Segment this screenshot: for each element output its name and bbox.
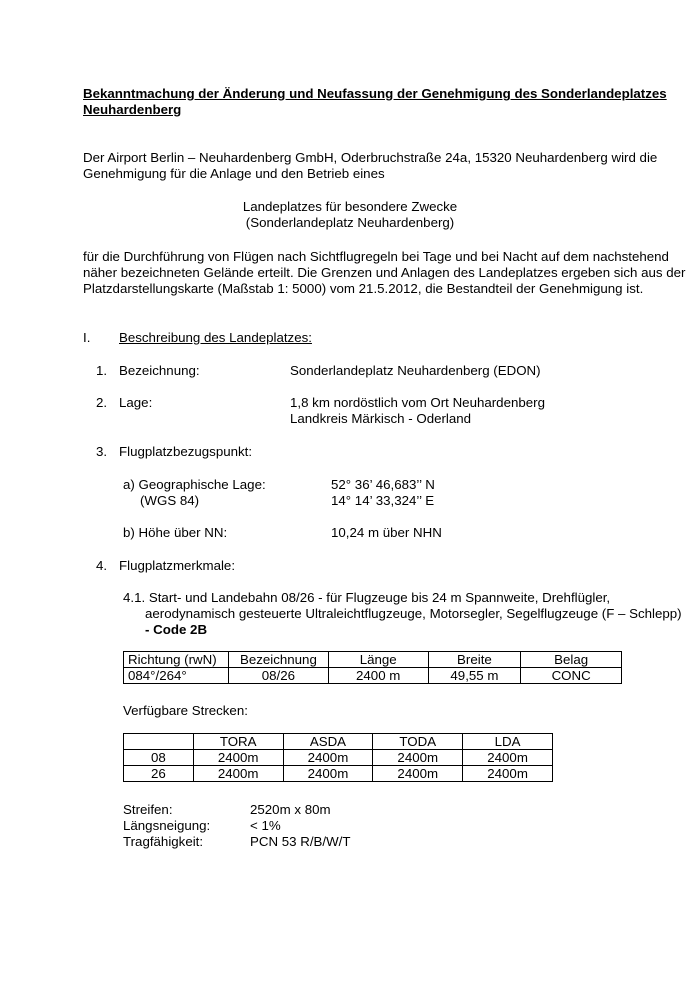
runway-header-richtung: Richtung (rwN) [124,652,229,668]
item-1-label: Bezeichnung: [119,363,200,378]
strecken-cell: 2400m [373,766,463,782]
runway-header-belag: Belag [521,652,622,668]
runway-code-value: Code 2B [153,622,208,637]
item-2-label: Lage: [119,395,153,410]
strecken-table [123,733,553,782]
runway-header-breite: Breite [428,652,521,668]
heading-line-2: Neuhardenberg [83,102,182,117]
laengsneigung-value: < 1% [250,818,281,833]
runway-cell-breite: 49,55 m [428,668,521,684]
runway-table [123,651,622,684]
geo-sublabel: (WGS 84) [140,493,200,508]
strecken-cell: 26 [124,766,194,782]
table-row [124,652,622,668]
item-4-label: Flugplatzmerkmale: [119,558,236,573]
center-line-1: Landeplatzes für besondere Zwecke [242,199,458,214]
strecken-cell: 2400m [373,750,463,766]
strecken-cell: 2400m [193,750,283,766]
runway-desc-line-2: aerodynamisch gesteuerte Ultraleichtflugzeuge, Motorsegler, Segelflugzeuge (F – Schlepp) [145,606,682,621]
tragfaehigkeit-value: PCN 53 R/B/W/T [250,834,351,849]
intro-line-2: Genehmigung für die Anlage und den Betrieb eines [83,166,385,181]
runway-cell-bezeichnung: 08/26 [228,668,328,684]
table-row [124,668,622,684]
item-3-number: 3. [96,444,108,459]
strecken-cell: 08 [124,750,194,766]
geo-latitude: 52° 36’ 46,683’’ N [331,477,435,492]
item-2-number: 2. [96,395,108,410]
runway-code [145,621,207,638]
strecken-header-empty [124,734,194,750]
body-line-3: Platzdarstellungskarte (Maßstab 1: 5000) vom 21.5.2012, die Bestandteil der Genehmigung ist. [83,281,644,296]
strecken-cell: 2400m [193,766,283,782]
runway-header-bezeichnung: Bezeichnung [228,652,328,668]
center-line-2: (Sonderlandeplatz Neuhardenberg) [245,215,455,230]
item-4-number: 4. [96,558,108,573]
strecken-header-toda: TODA [373,734,463,750]
strecken-cell: 2400m [463,750,553,766]
streifen-value: 2520m x 80m [250,802,331,817]
runway-desc-line-1: 4.1. Start- und Landebahn 08/26 - für Flugzeuge bis 24 m Spannweite, Drehflügler, [123,590,611,605]
runway-cell-laenge: 2400 m [328,668,428,684]
strecken-label: Verfügbare Strecken: [123,703,248,718]
geo-label: a) Geographische Lage: [123,477,266,492]
table-row [124,734,553,750]
body-line-1: für die Durchführung von Flügen nach Sichtflugregeln bei Tage und bei Nacht auf dem nachstehend [83,249,669,264]
strecken-cell: 2400m [283,750,373,766]
strecken-cell: 2400m [283,766,373,782]
section-title: Beschreibung des Landeplatzes: [119,330,312,345]
streifen-label: Streifen: [123,802,173,817]
item-3-label: Flugplatzbezugspunkt: [119,444,253,459]
laengsneigung-label: Längsneigung: [123,818,211,833]
item-2-value-1: 1,8 km nordöstlich vom Ort Neuhardenberg [290,395,545,410]
strecken-header-lda: LDA [463,734,553,750]
table-row [124,750,553,766]
strecken-header-asda: ASDA [283,734,373,750]
strecken-cell: 2400m [463,766,553,782]
tragfaehigkeit-label: Tragfähigkeit: [123,834,204,849]
runway-code-prefix: - [145,622,154,637]
body-line-2: näher bezeichneten Gelände erteilt. Die Grenzen und Anlagen des Landeplatzes ergeben sich aus der [83,265,686,280]
item-2-value-2: Landkreis Märkisch - Oderland [290,411,472,426]
heading-line-1: Bekanntmachung der Änderung und Neufassung der Genehmigung des Sonderlandeplatzes [83,86,667,101]
height-value: 10,24 m über NHN [331,525,442,540]
strecken-header-tora: TORA [193,734,283,750]
runway-header-laenge: Länge [328,652,428,668]
geo-longitude: 14° 14’ 33,324’’ E [331,493,435,508]
item-1-value: Sonderlandeplatz Neuhardenberg (EDON) [290,363,541,378]
intro-line-1: Der Airport Berlin – Neuhardenberg GmbH, Oderbruchstraße 24a, 15320 Neuhardenberg wird die [83,150,658,165]
runway-cell-belag: CONC [521,668,622,684]
section-number: I. [83,330,91,345]
runway-cell-richtung: 084°/264° [124,668,229,684]
table-row [124,766,553,782]
height-label: b) Höhe über NN: [123,525,228,540]
item-1-number: 1. [96,363,108,378]
